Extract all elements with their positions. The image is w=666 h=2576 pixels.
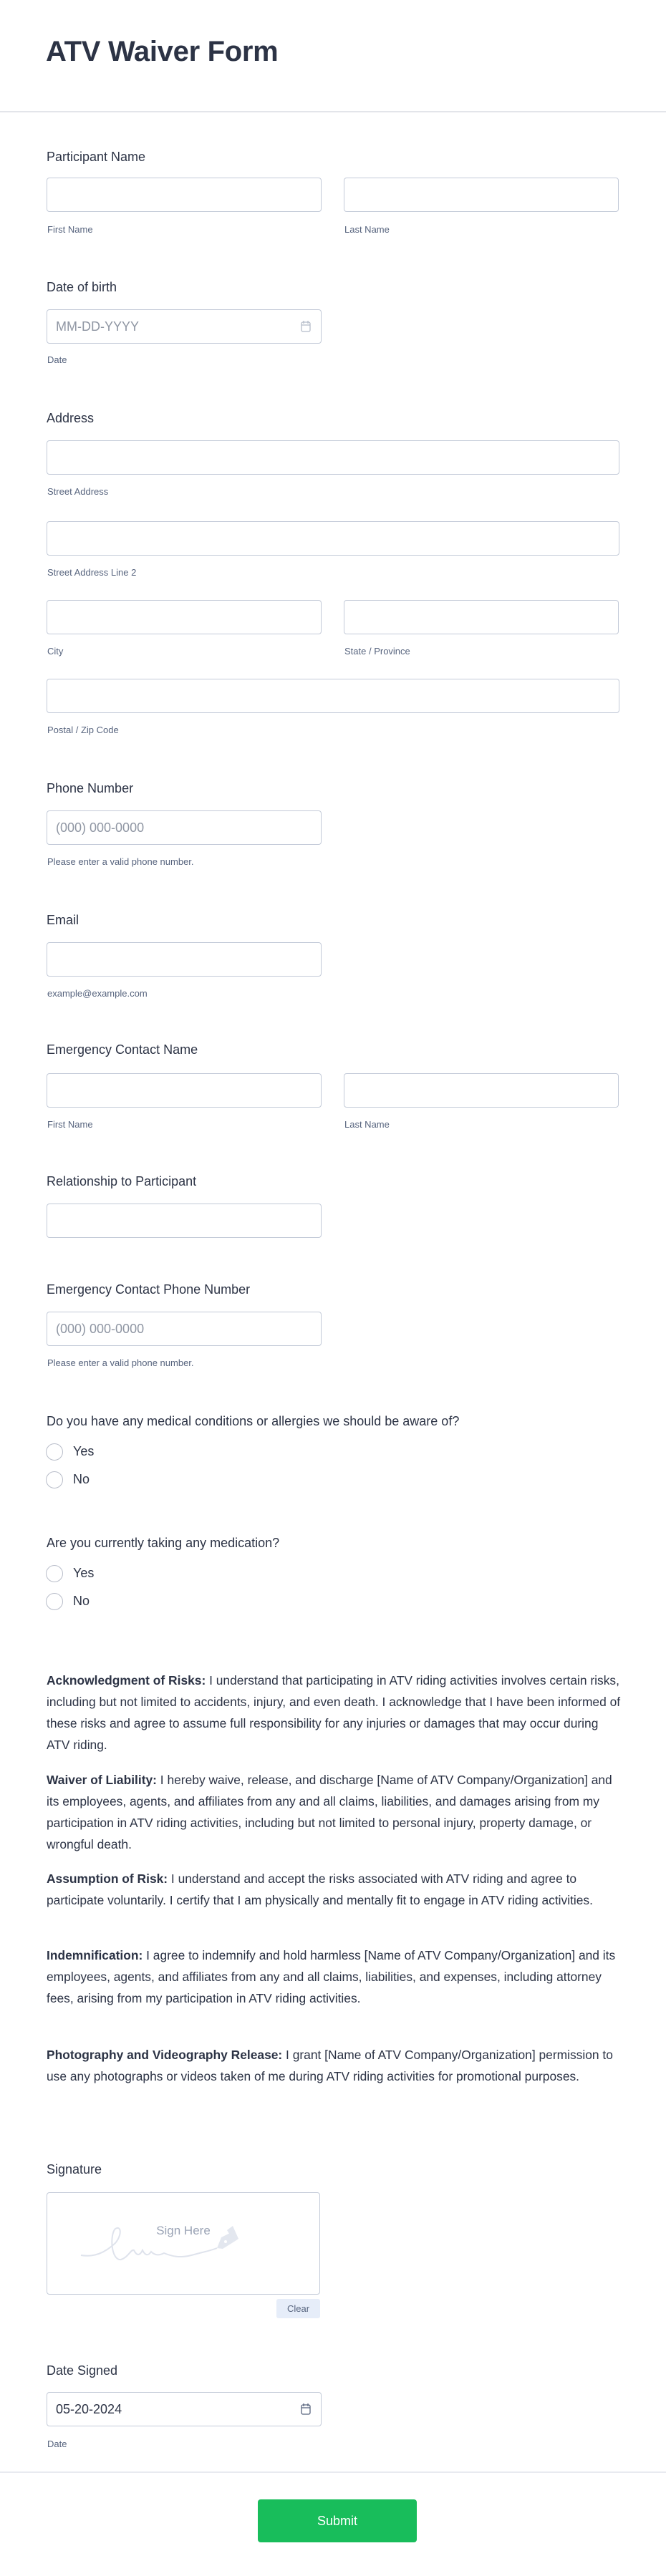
- state-input[interactable]: [344, 600, 619, 634]
- participant-name-label: Participant Name: [47, 150, 146, 164]
- dob-placeholder: MM-DD-YYYY: [56, 319, 139, 334]
- terms-heading: Acknowledgment of Risks:: [47, 1673, 206, 1688]
- email-hint: example@example.com: [47, 988, 148, 999]
- state-sublabel: State / Province: [344, 646, 410, 657]
- street-address-sublabel: Street Address: [47, 486, 109, 497]
- address-label: Address: [47, 411, 95, 425]
- calendar-icon[interactable]: [301, 320, 311, 333]
- email-label: Email: [47, 913, 79, 927]
- terms-heading: Indemnification:: [47, 1948, 143, 1962]
- phone-input[interactable]: [47, 810, 322, 845]
- dob-input[interactable]: [47, 309, 322, 344]
- date-signed-sublabel: Date: [47, 2439, 67, 2449]
- emergency-phone-input[interactable]: [47, 1312, 322, 1346]
- date-signed-label: Date Signed: [47, 2363, 118, 2378]
- calendar-icon[interactable]: [301, 2403, 311, 2416]
- medication-yes-label[interactable]: Yes: [73, 1566, 95, 1580]
- medical-no-label[interactable]: No: [73, 1472, 90, 1486]
- medication-yes-radio[interactable]: [46, 1565, 63, 1582]
- terms-assumption: [47, 1868, 623, 1911]
- participant-last-name-input[interactable]: [344, 178, 619, 212]
- postal-code-sublabel: Postal / Zip Code: [47, 725, 119, 735]
- dob-label: Date of birth: [47, 280, 117, 294]
- phone-label: Phone Number: [47, 781, 134, 795]
- form-title: ATV Waiver Form: [46, 36, 279, 67]
- terms-text: I agree to indemnify and hold harmless [Name of ATV Company/Organization] and its employees, agents, and affiliates from any and all claims, liabilities, and expenses, including attorney fees, arising from my participation in ATV riding activities.: [47, 1948, 616, 2005]
- terms-indemnification: [47, 1945, 623, 2009]
- terms-text: I grant [Name of ATV Company/Organization] permission to use any photographs or videos taken of me during ATV riding activities for promotional purposes.: [47, 2048, 613, 2083]
- terms-waiver: [47, 1769, 623, 1855]
- phone-hint: Please enter a valid phone number.: [47, 856, 194, 867]
- emergency-last-name-sublabel: Last Name: [344, 1119, 390, 1130]
- medication-no-radio[interactable]: [46, 1593, 63, 1610]
- emergency-contact-name-label: Emergency Contact Name: [47, 1042, 198, 1057]
- date-signed-input[interactable]: [47, 2392, 322, 2426]
- header-divider: [0, 111, 666, 112]
- terms-heading: Assumption of Risk:: [47, 1872, 168, 1886]
- participant-first-name-input[interactable]: [47, 178, 322, 212]
- terms-photography: [47, 2044, 623, 2087]
- city-input[interactable]: [47, 600, 322, 634]
- postal-code-input[interactable]: [47, 679, 619, 713]
- relationship-input[interactable]: [47, 1204, 322, 1238]
- medical-conditions-label: Do you have any medical conditions or allergies we should be aware of?: [47, 1414, 460, 1428]
- footer-divider: [0, 2471, 666, 2473]
- medication-no-label[interactable]: No: [73, 1594, 90, 1608]
- city-sublabel: City: [47, 646, 64, 657]
- terms-heading: Waiver of Liability:: [47, 1773, 157, 1787]
- submit-button[interactable]: Submit: [258, 2499, 417, 2542]
- street-address-2-sublabel: Street Address Line 2: [47, 567, 137, 578]
- terms-heading: Photography and Videography Release:: [47, 2048, 283, 2062]
- phone-placeholder: (000) 000-0000: [56, 820, 145, 835]
- terms-text: I understand that participating in ATV riding activities involves certain risks, including but not limited to accidents, injury, and even death. I acknowledge that I have been informed of these risks and agree to assume full responsibility for any injuries or damages that may occur during ATV riding.: [47, 1673, 621, 1752]
- relationship-label: Relationship to Participant: [47, 1174, 197, 1188]
- emergency-phone-label: Emergency Contact Phone Number: [47, 1282, 251, 1297]
- medication-label: Are you currently taking any medication?: [47, 1536, 280, 1550]
- emergency-phone-hint: Please enter a valid phone number.: [47, 1357, 194, 1368]
- signature-scribble-icon: [79, 2222, 251, 2268]
- terms-text: I understand and accept the risks associated with ATV riding and agree to participate voluntarily. I certify that I am physically and mentally fit to engage in ATV riding activities.: [47, 1872, 593, 1907]
- terms-text: I hereby waive, release, and discharge [Name of ATV Company/Organization] and its employees, agents, and affiliates from any and all claims, liabilities, and damages arising from my participation in ATV riding activities, including but not limited to personal injury, property damage, or wrongful death.: [47, 1773, 612, 1851]
- street-address-2-input[interactable]: [47, 521, 619, 556]
- medical-yes-label[interactable]: Yes: [73, 1444, 95, 1458]
- email-input[interactable]: [47, 942, 322, 977]
- emergency-first-name-input[interactable]: [47, 1073, 322, 1108]
- first-name-sublabel: First Name: [47, 224, 93, 235]
- date-signed-value: 05-20-2024: [56, 2401, 122, 2416]
- emergency-last-name-input[interactable]: [344, 1073, 619, 1108]
- signature-label: Signature: [47, 2162, 102, 2176]
- clear-signature-button[interactable]: Clear: [276, 2299, 320, 2318]
- medical-no-radio[interactable]: [46, 1471, 63, 1488]
- terms-acknowledgment: [47, 1670, 623, 1756]
- signature-pad[interactable]: [47, 2192, 320, 2295]
- sign-here-text: Sign Here: [156, 2224, 211, 2237]
- last-name-sublabel: Last Name: [344, 224, 390, 235]
- emergency-first-name-sublabel: First Name: [47, 1119, 93, 1130]
- dob-sublabel: Date: [47, 354, 67, 365]
- medical-yes-radio[interactable]: [46, 1443, 63, 1461]
- emergency-phone-placeholder: (000) 000-0000: [56, 1321, 145, 1336]
- street-address-input[interactable]: [47, 440, 619, 475]
